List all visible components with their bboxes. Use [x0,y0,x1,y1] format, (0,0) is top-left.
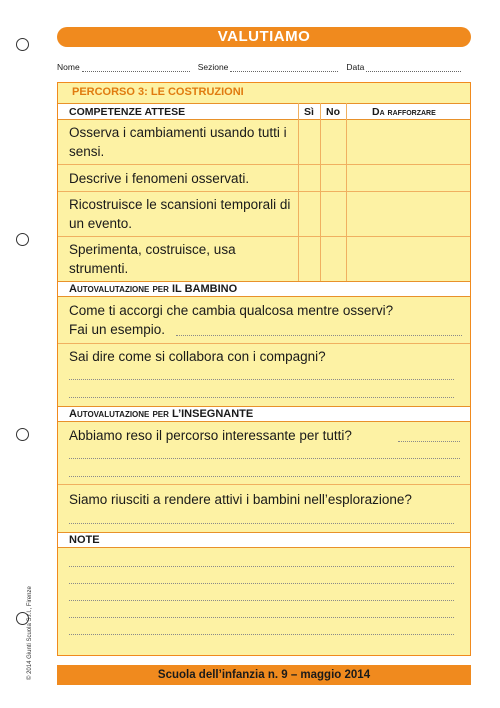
page-title: VALUTIAMO [57,27,471,47]
notes-line[interactable] [69,634,454,635]
child-question-2: Sai dire come si collabora con i compagni? [69,349,326,364]
competence-item: Ricostruisce le scansioni temporali di un evento. [69,197,291,231]
child-question-1-continued: Fai un esempio. [69,322,166,337]
name-field [57,62,190,72]
name-input-line[interactable] [82,63,190,72]
column-divider [346,103,347,281]
row-divider [58,236,470,237]
binder-hole [16,233,29,246]
column-divider [298,103,299,281]
date-input-line[interactable] [366,63,461,72]
competence-item: Descrive i fenomeni osservati. [69,171,250,186]
row-divider [58,484,470,485]
header-to-strengthen: Da rafforzare [372,106,436,118]
answer-line[interactable] [176,335,462,336]
notes-line[interactable] [69,566,454,567]
notes-line[interactable] [69,617,454,618]
answer-line[interactable] [69,458,460,459]
notes-line[interactable] [69,583,454,584]
row-divider [58,164,470,165]
child-self-eval-header [58,281,470,297]
child-self-eval-target: IL BAMBINO [171,283,238,295]
name-label: Nome [57,62,80,72]
date-field [346,62,461,72]
teacher-self-eval-target: L’INSEGNANTE [171,408,254,420]
date-label: Data [346,62,365,72]
child-self-eval-prefix: Autovalutazione per [69,283,169,295]
copyright-note: © 2014 Giunti Scuola S.r.l., Firenze [27,586,33,680]
path-title: PERCORSO 3: LE COSTRUZIONI [72,86,244,98]
footer: Scuola dell’infanzia n. 9 – maggio 2014 [57,665,471,685]
teacher-question-1: Abbiamo reso il percorso interessante per tutti? [69,428,352,443]
student-info-row [57,58,471,72]
answer-line[interactable] [69,476,460,477]
section-field [198,62,339,72]
teacher-question-2: Siamo riusciti a rendere attivi i bambini nell’esplorazione? [69,492,412,507]
binder-hole [16,38,29,51]
header-yes: Sì [304,106,314,118]
row-divider [58,191,470,192]
competence-item: Sperimenta, costruisce, usa strumenti. [69,242,236,276]
evaluation-sheet [57,82,471,656]
row-divider [58,343,470,344]
section-label: Sezione [197,62,229,72]
notes-header: NOTE [58,532,470,548]
teacher-self-eval-prefix: Autovalutazione per [69,408,169,420]
column-divider [320,103,321,281]
child-question-1: Come ti accorgi che cambia qualcosa mentre osservi? [69,303,394,318]
header-competences: COMPETENZE ATTESE [69,106,186,118]
answer-line[interactable] [69,397,454,398]
header-no: No [326,106,340,118]
table-header [58,103,470,120]
answer-line[interactable] [398,441,460,442]
answer-line[interactable] [69,379,454,380]
notes-line[interactable] [69,600,454,601]
section-input-line[interactable] [230,63,338,72]
answer-line[interactable] [69,523,454,524]
binder-hole [16,428,29,441]
teacher-self-eval-header [58,406,470,422]
competence-item: Osserva i cambiamenti usando tutti i sensi. [69,125,287,159]
